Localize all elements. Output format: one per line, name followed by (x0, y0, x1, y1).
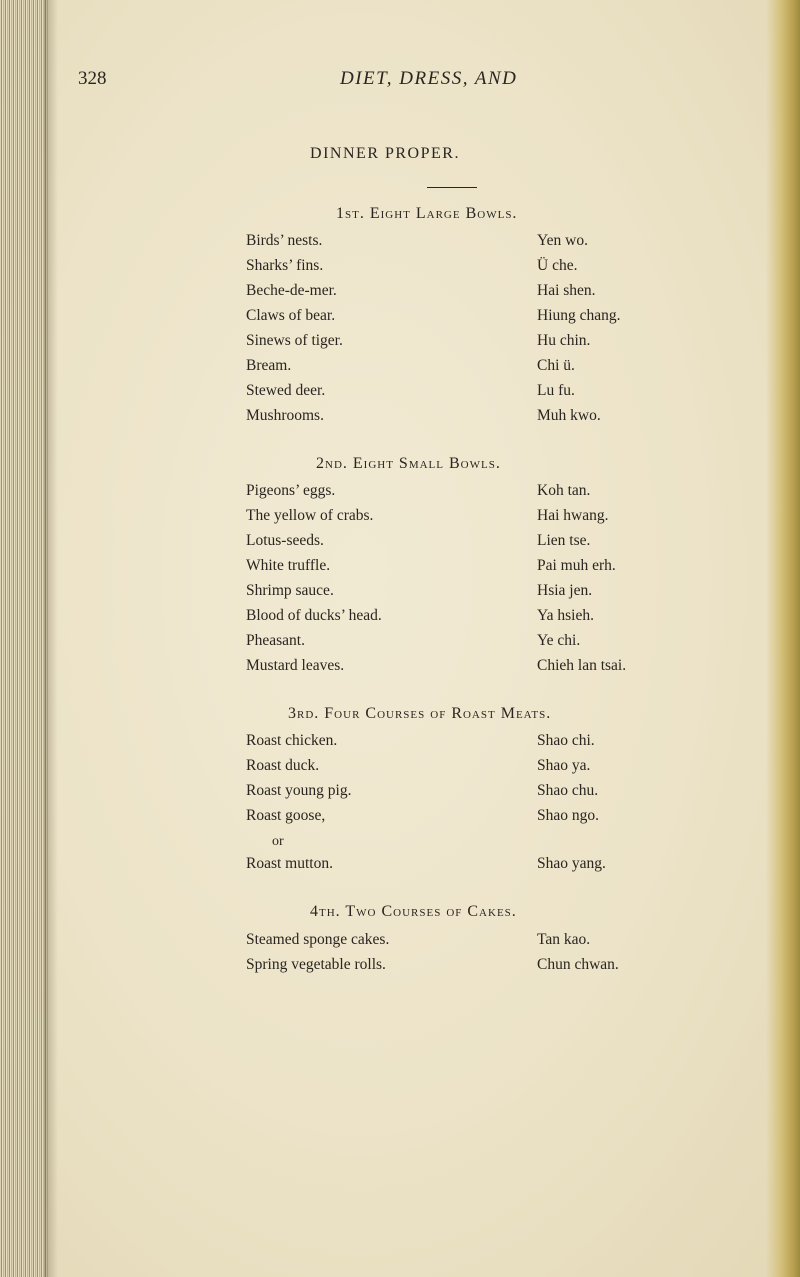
dish-english: Mushrooms. (246, 407, 324, 424)
dish-chinese: Hai shen. (537, 282, 596, 299)
dish-english: Bream. (246, 357, 292, 374)
dish-english: White truffle. (246, 557, 331, 574)
page-number: 328 (78, 68, 107, 89)
dish-english: Sinews of tiger. (246, 332, 343, 349)
dish-chinese: Ye chi. (537, 632, 581, 649)
page-stack-edge (0, 0, 48, 1277)
dish-english: Lotus-seeds. (246, 532, 324, 549)
dish-chinese: Tan kao. (537, 931, 591, 948)
dish-chinese: Chieh lan tsai. (537, 657, 627, 674)
dish-english: Sharks’ fins. (246, 257, 324, 274)
running-head: DIET, DRESS, AND (340, 68, 518, 89)
dish-english: Birds’ nests. (246, 232, 323, 249)
dish-english: Steamed sponge cakes. (246, 931, 390, 948)
dish-english: Claws of bear. (246, 307, 336, 324)
dish-chinese: Ya hsieh. (537, 607, 594, 624)
page-title (0, 145, 800, 163)
page-title-text: DINNER PROPER. (310, 145, 460, 162)
dish-chinese: Lien tse. (537, 532, 591, 549)
dish-chinese: Shao yang. (537, 855, 606, 872)
dish-chinese: Yen wo. (537, 232, 588, 249)
dish-chinese: Ü che. (537, 257, 578, 274)
dish-chinese: Hu chin. (537, 332, 591, 349)
dish-english: Pheasant. (246, 632, 305, 649)
dish-chinese: Muh kwo. (537, 407, 601, 424)
foxed-edge (766, 0, 800, 1277)
section-heading: 2nd. Eight Small Bowls. (316, 455, 501, 472)
dish-english: Roast goose, (246, 807, 326, 824)
dish-english: Roast young pig. (246, 782, 352, 799)
dish-chinese: Pai muh erh. (537, 557, 616, 574)
dish-english: Roast chicken. (246, 732, 338, 749)
page-header (0, 68, 800, 94)
dish-chinese: Chi ü. (537, 357, 575, 374)
dish-chinese: Shao chu. (537, 782, 599, 799)
dish-english: Stewed deer. (246, 382, 326, 399)
dish-chinese: Hiung chang. (537, 307, 621, 324)
dish-english: The yellow of crabs. (246, 507, 374, 524)
dish-english: Roast duck. (246, 757, 320, 774)
dish-chinese: Hai hwang. (537, 507, 609, 524)
dish-english: Blood of ducks’ head. (246, 607, 382, 624)
dish-english: Shrimp sauce. (246, 582, 334, 599)
dish-english: Mustard leaves. (246, 657, 345, 674)
dish-chinese: Lu fu. (537, 382, 575, 399)
dish-chinese: Shao chi. (537, 732, 595, 749)
dish-english: Beche-de-mer. (246, 282, 337, 299)
section-heading: 1st. Eight Large Bowls. (336, 205, 518, 222)
dish-chinese: Shao ya. (537, 757, 591, 774)
dish-english: Roast mutton. (246, 855, 333, 872)
title-rule (427, 187, 477, 188)
dish-chinese: Hsia jen. (537, 582, 593, 599)
section-heading: 3rd. Four Courses of Roast Meats. (288, 705, 552, 722)
dish-english: Spring vegetable rolls. (246, 956, 386, 973)
section-heading: 4th. Two Courses of Cakes. (310, 903, 517, 920)
gutter-shadow (44, 0, 58, 1277)
dish-chinese: Koh tan. (537, 482, 591, 499)
dish-chinese: Shao ngo. (537, 807, 599, 824)
dish-chinese: Chun chwan. (537, 956, 619, 973)
dish-english: Pigeons’ eggs. (246, 482, 336, 499)
alternative-or: or (272, 834, 284, 849)
